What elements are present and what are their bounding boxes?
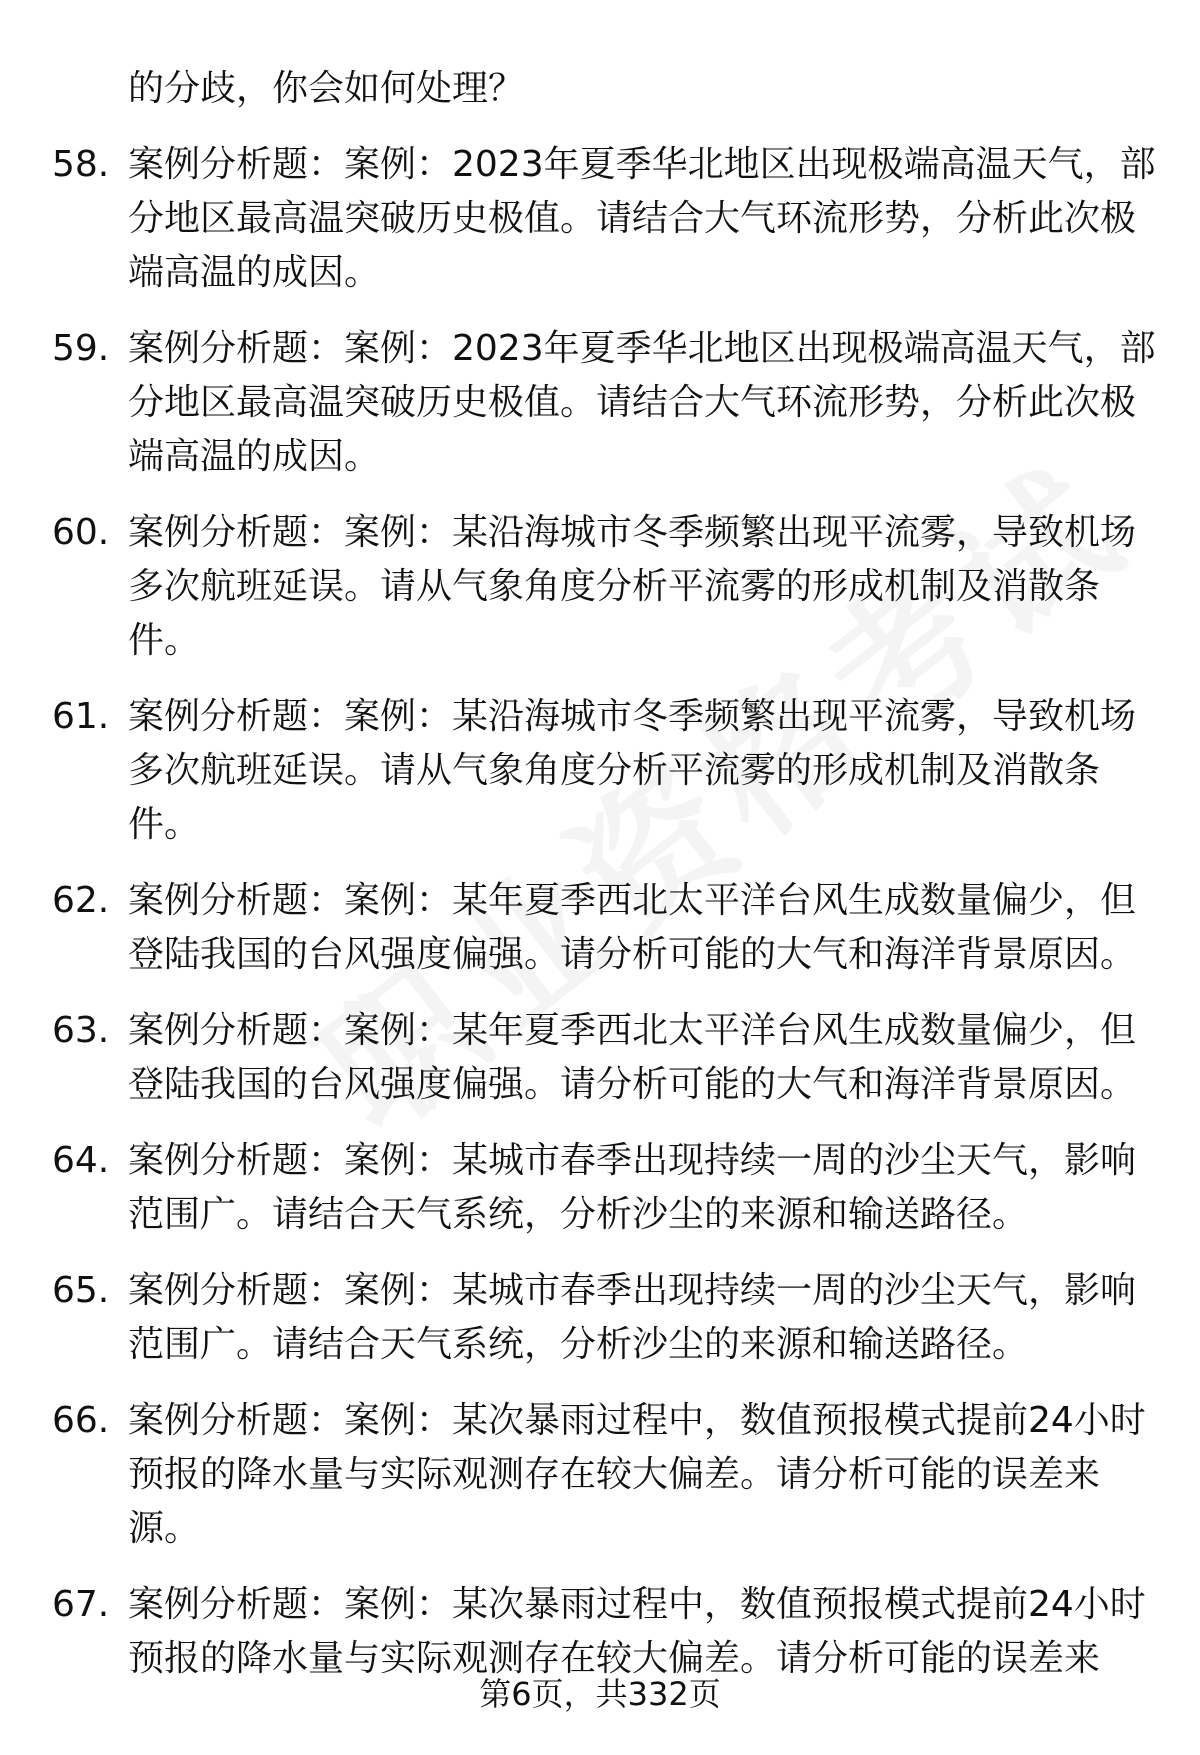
question-text — [0, 1578, 1158, 1686]
question-text-line: 件。 — [128, 620, 201, 661]
question-text-line: 范围广。请结合天气系统，分析沙尘的来源和输送路径。 — [128, 1194, 1029, 1235]
question-text-line: 端高温的成因。 — [128, 252, 381, 293]
question-text — [0, 506, 1158, 668]
question-text — [0, 322, 1158, 484]
question-item — [0, 1004, 1200, 1112]
question-text-line: 端高温的成因。 — [128, 436, 381, 477]
items-container — [0, 138, 1200, 1686]
question-text — [0, 1264, 1158, 1372]
question-text-line: 案例分析题：案例：某次暴雨过程中，数值预报模式提前24小时 — [128, 1400, 1146, 1441]
question-item — [0, 1394, 1200, 1556]
question-number: 65. — [52, 1270, 110, 1311]
question-item — [0, 1578, 1200, 1686]
question-item — [0, 1264, 1200, 1372]
question-text — [0, 1004, 1158, 1112]
question-number: 64. — [52, 1140, 110, 1181]
question-text-line: 预报的降水量与实际观测存在较大偏差。请分析可能的误差来 — [128, 1454, 1101, 1495]
question-text-line: 案例分析题：案例：某城市春季出现持续一周的沙尘天气，影响 — [128, 1270, 1137, 1311]
continuation-line: 的分歧，你会如何处理？ — [128, 68, 525, 109]
question-text-line: 案例分析题：案例：某城市春季出现持续一周的沙尘天气，影响 — [128, 1140, 1137, 1181]
question-text-line: 案例分析题：案例：2023年夏季华北地区出现极端高温天气，部 — [128, 144, 1156, 185]
question-text-line: 案例分析题：案例：某沿海城市冬季频繁出现平流雾，导致机场 — [128, 512, 1137, 553]
question-text-line: 案例分析题：案例：某年夏季西北太平洋台风生成数量偏少，但 — [128, 1010, 1137, 1051]
question-text — [0, 690, 1158, 852]
page-footer: 第6页，共332页 — [479, 1675, 721, 1713]
question-text — [0, 1134, 1158, 1242]
question-text-line: 预报的降水量与实际观测存在较大偏差。请分析可能的误差来 — [128, 1638, 1101, 1679]
question-number: 60. — [52, 512, 110, 553]
question-number: 63. — [52, 1010, 110, 1051]
question-text-line: 范围广。请结合天气系统，分析沙尘的来源和输送路径。 — [128, 1324, 1029, 1365]
question-text-line: 案例分析题：案例：2023年夏季华北地区出现极端高温天气，部 — [128, 328, 1156, 369]
question-text-line: 件。 — [128, 804, 201, 845]
question-number: 61. — [52, 696, 110, 737]
question-text-line: 登陆我国的台风强度偏强。请分析可能的大气和海洋背景原因。 — [128, 1064, 1137, 1105]
question-text — [0, 874, 1158, 982]
question-text-line: 案例分析题：案例：某年夏季西北太平洋台风生成数量偏少，但 — [128, 880, 1137, 921]
question-text-line: 案例分析题：案例：某次暴雨过程中，数值预报模式提前24小时 — [128, 1584, 1146, 1625]
question-text-line: 登陆我国的台风强度偏强。请分析可能的大气和海洋背景原因。 — [128, 934, 1137, 975]
question-text-line: 多次航班延误。请从气象角度分析平流雾的形成机制及消散条 — [128, 750, 1101, 791]
question-item — [0, 690, 1200, 852]
question-text-line: 多次航班延误。请从气象角度分析平流雾的形成机制及消散条 — [128, 566, 1101, 607]
question-number: 58. — [52, 144, 110, 185]
question-item — [0, 322, 1200, 484]
question-number: 62. — [52, 880, 110, 921]
question-item — [0, 874, 1200, 982]
question-item — [0, 506, 1200, 668]
question-list — [0, 62, 1200, 1686]
question-text-line: 源。 — [128, 1508, 201, 1549]
question-item — [0, 1134, 1200, 1242]
question-text-line: 案例分析题：案例：某沿海城市冬季频繁出现平流雾，导致机场 — [128, 696, 1137, 737]
question-number: 59. — [52, 328, 110, 369]
question-number: 66. — [52, 1400, 110, 1441]
question-number: 67. — [52, 1584, 110, 1625]
question-text-line: 分地区最高温突破历史极值。请结合大气环流形势，分析此次极 — [128, 382, 1137, 423]
question-item — [0, 138, 1200, 300]
question-text-line: 分地区最高温突破历史极值。请结合大气环流形势，分析此次极 — [128, 198, 1137, 239]
question-text — [0, 1394, 1158, 1556]
question-text — [0, 138, 1158, 300]
